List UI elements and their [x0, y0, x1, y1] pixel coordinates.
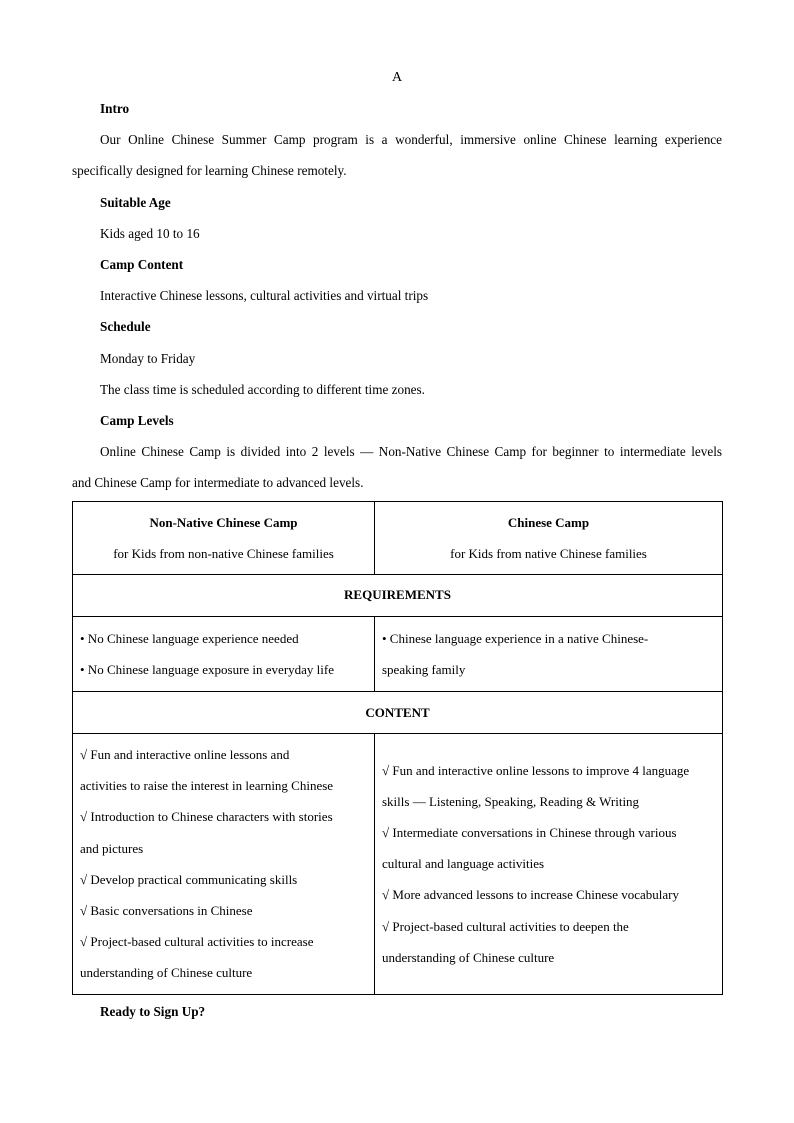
content-row	[73, 734, 723, 995]
chinese-camp-header	[375, 501, 723, 574]
requirements-row	[73, 616, 723, 691]
requirements-label: REQUIREMENTS	[73, 574, 723, 616]
requirements-non-native	[73, 616, 375, 691]
list-item: √ Intermediate conversations in Chinese through various	[382, 825, 677, 841]
intro-text-line-1: Our Online Chinese Summer Camp program is a wonderful, immersive online Chinese learning experience	[100, 132, 722, 148]
requirements-chinese	[375, 616, 723, 691]
list-item: and pictures	[80, 840, 144, 856]
list-item: √ Project-based cultural activities to increase	[80, 934, 314, 950]
content-label-row	[73, 692, 723, 734]
list-item: • No Chinese language experience needed	[80, 630, 299, 646]
intro-text-line-2: specifically designed for learning Chinese remotely.	[72, 163, 347, 179]
section-letter: A	[391, 70, 403, 85]
list-item: √ Fun and interactive online lessons and	[80, 747, 290, 763]
signup-heading: Ready to Sign Up?	[100, 1003, 206, 1019]
non-native-camp-title: Non-Native Chinese Camp	[149, 514, 298, 530]
list-item: understanding of Chinese culture	[80, 965, 253, 981]
intro-heading: Intro	[100, 101, 130, 116]
list-item: √ More advanced lessons to increase Chinese vocabulary	[382, 887, 680, 903]
requirements-label-row	[73, 574, 723, 616]
list-item: √ Fun and interactive online lessons to improve 4 language	[382, 762, 690, 778]
chinese-camp-subtitle: for Kids from native Chinese families	[450, 545, 647, 561]
schedule-time-note: The class time is scheduled according to different time zones.	[100, 381, 425, 397]
suitable-age-heading: Suitable Age	[100, 194, 171, 210]
content-chinese	[375, 734, 723, 995]
list-item: • Chinese language experience in a native Chinese-	[382, 630, 649, 646]
list-item: √ Project-based cultural activities to deepen the	[382, 918, 629, 934]
schedule-heading: Schedule	[100, 319, 151, 335]
camp-content-heading: Camp Content	[100, 257, 184, 273]
chinese-camp-title: Chinese Camp	[507, 514, 590, 530]
camp-levels-heading: Camp Levels	[100, 413, 174, 429]
list-item: speaking family	[382, 661, 466, 677]
non-native-camp-subtitle: for Kids from non-native Chinese families	[113, 545, 334, 561]
schedule-days: Monday to Friday	[100, 350, 196, 366]
content-label: CONTENT	[73, 692, 723, 734]
list-item: √ Develop practical communicating skills	[80, 871, 298, 887]
table-header-row	[73, 501, 723, 574]
list-item: √ Introduction to Chinese characters with stories	[80, 809, 333, 825]
list-item: skills — Listening, Speaking, Reading & Writing	[382, 793, 640, 809]
list-item: understanding of Chinese culture	[382, 949, 555, 965]
list-item: √ Basic conversations in Chinese	[80, 903, 253, 919]
list-item: cultural and language activities	[382, 856, 545, 872]
document-page	[72, 62, 722, 1027]
non-native-camp-header	[73, 501, 375, 574]
camp-levels-text-line-1: Online Chinese Camp is divided into 2 levels — Non-Native Chinese Camp for beginner to intermediate levels	[100, 444, 722, 460]
list-item: • No Chinese language exposure in everyday life	[80, 661, 334, 677]
content-non-native	[73, 734, 375, 995]
suitable-age-text: Kids aged 10 to 16	[100, 225, 200, 241]
list-item: activities to raise the interest in learning Chinese	[80, 778, 334, 794]
camp-content-text: Interactive Chinese lessons, cultural activities and virtual trips	[100, 288, 429, 304]
camp-levels-text-line-2: and Chinese Camp for intermediate to advanced levels.	[72, 475, 364, 491]
camp-comparison-table	[72, 501, 723, 995]
